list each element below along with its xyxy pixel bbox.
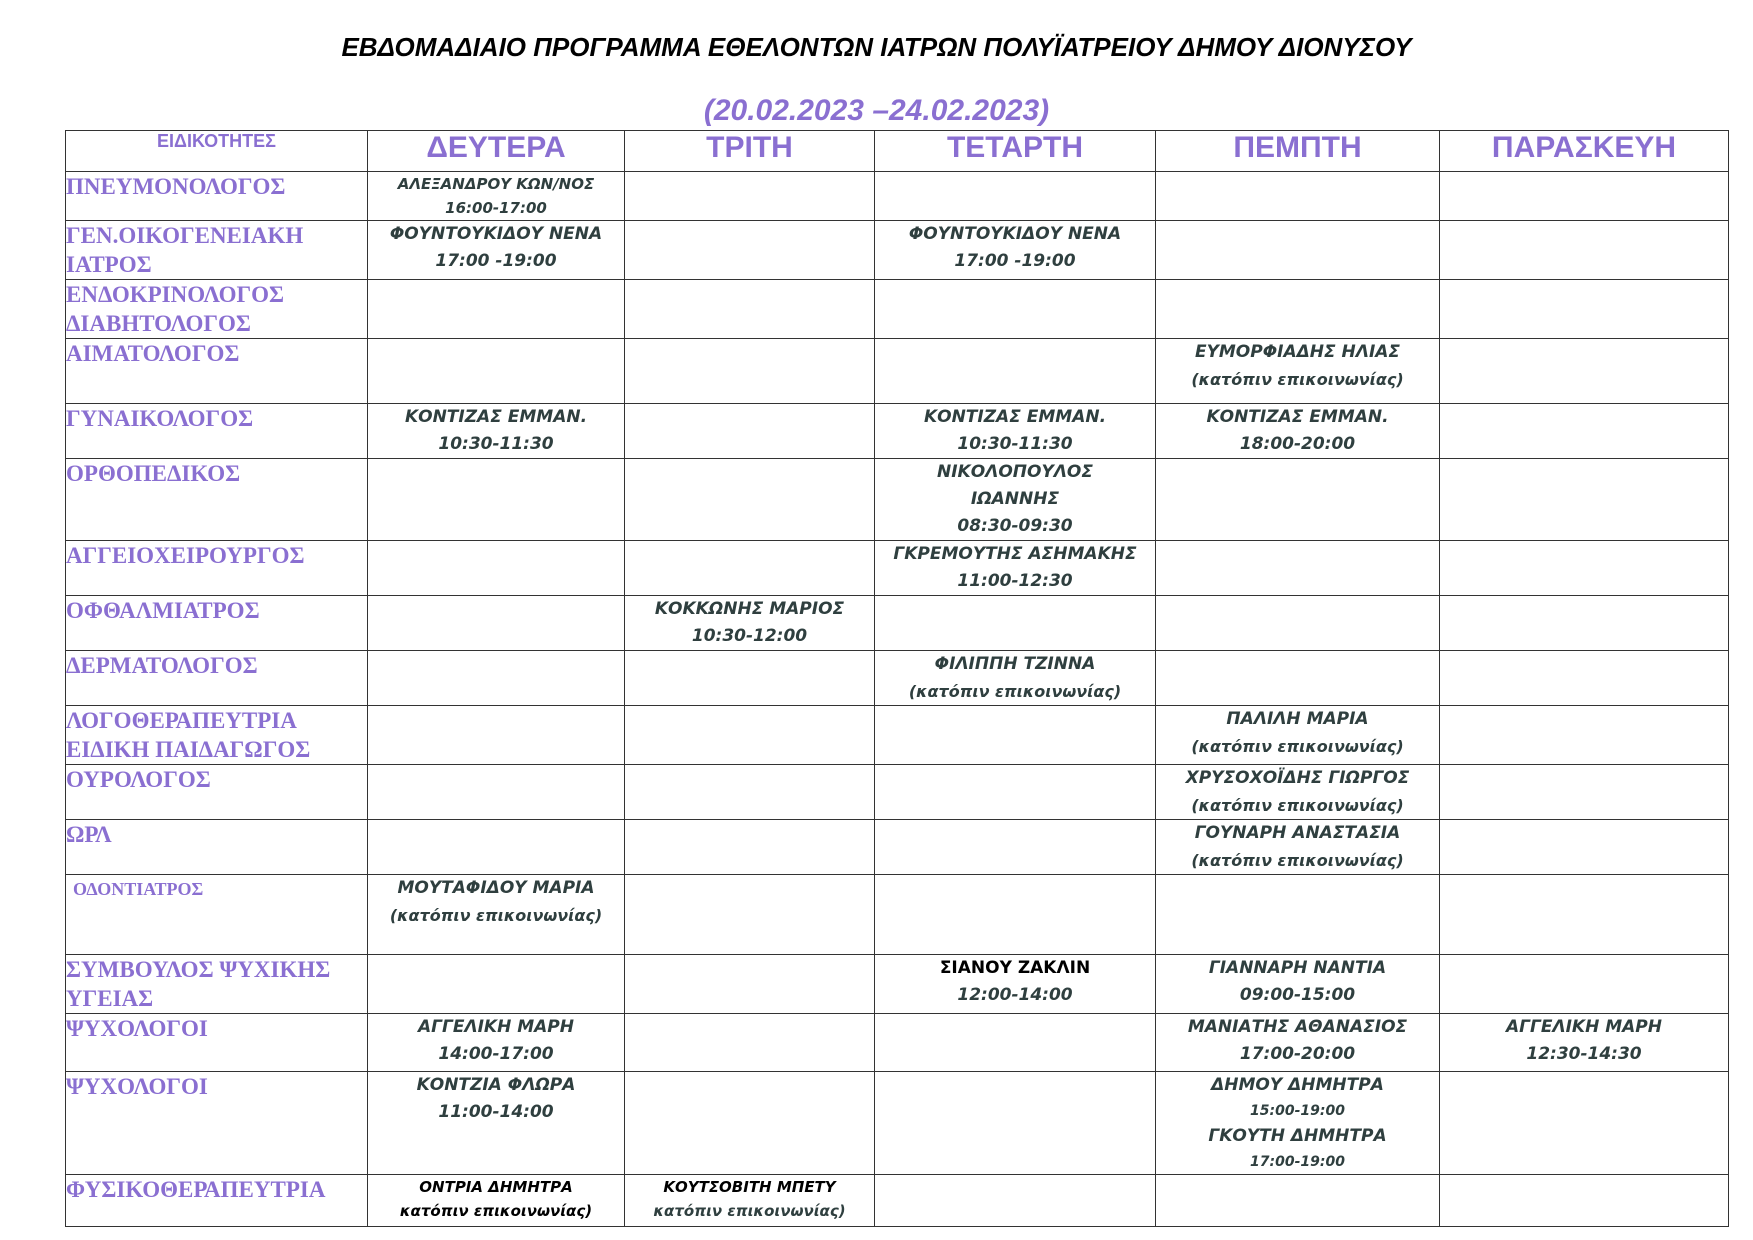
doctor-name: ΟΝΤΡΙΑ ΔΗΜΗΤΡΑ bbox=[419, 1178, 573, 1196]
schedule-cell bbox=[368, 221, 625, 280]
schedule-cell bbox=[1156, 765, 1440, 820]
table-row bbox=[66, 221, 1729, 280]
doctor-hours: 12:30-14:30 bbox=[1526, 1044, 1642, 1064]
doctor-hours: 11:00-14:00 bbox=[438, 1102, 554, 1122]
schedule-cell bbox=[1156, 820, 1440, 875]
doctor-hours: 14:00-17:00 bbox=[438, 1044, 554, 1064]
table-row bbox=[66, 172, 1729, 221]
header-tuesday: ΤΡΙΤΗ bbox=[625, 131, 875, 172]
table-row bbox=[66, 1072, 1729, 1175]
schedule-cell bbox=[875, 596, 1156, 651]
doctor-hours: 17:00 -19:00 bbox=[954, 251, 1076, 271]
doctor-name: ΚΟΝΤΙΖΑΣ ΕΜΜΑΝ. bbox=[1206, 407, 1389, 427]
specialty-cell: ΓΥΝΑΙΚΟΛΟΓΟΣ bbox=[66, 404, 368, 459]
specialty-cell: ΨΥΧΟΛΟΓΟΙ bbox=[66, 1014, 368, 1072]
specialty-cell bbox=[66, 706, 368, 765]
schedule-cell bbox=[1156, 221, 1440, 280]
schedule-cell bbox=[875, 1175, 1156, 1227]
schedule-cell bbox=[625, 596, 875, 651]
specialty-line: ΛΟΓΟΘΕΡΑΠΕΥΤΡΙΑ bbox=[66, 708, 297, 733]
specialty-cell: ΦΥΣΙΚΟΘΕΡΑΠΕΥΤΡΙΑ bbox=[66, 1175, 368, 1227]
doctor-name: ΜΟΥΤΑΦΙΔΟΥ ΜΑΡΙΑ bbox=[397, 878, 595, 898]
schedule-cell bbox=[875, 765, 1156, 820]
table-row bbox=[66, 404, 1729, 459]
doctor-name: ΣΙΑΝΟΥ ΖΑΚΛΙΝ bbox=[939, 958, 1091, 978]
schedule-cell bbox=[875, 1072, 1156, 1175]
schedule-cell bbox=[875, 651, 1156, 706]
specialty-cell bbox=[66, 280, 368, 339]
schedule-cell bbox=[875, 1014, 1156, 1072]
table-row bbox=[66, 820, 1729, 875]
schedule-cell bbox=[625, 1014, 875, 1072]
doctor-name: ΚΟΥΤΣΟΒΙΤΗ ΜΠΕΤΥ bbox=[663, 1178, 836, 1196]
specialty-line: ΔΙΑΒΗΤΟΛΟΓΟΣ bbox=[66, 311, 251, 336]
table-row bbox=[66, 765, 1729, 820]
schedule-cell bbox=[875, 955, 1156, 1014]
schedule-cell bbox=[875, 820, 1156, 875]
schedule-cell bbox=[368, 172, 625, 221]
doctor-name: ΓΚΟΥΤΗ ΔΗΜΗΤΡΑ bbox=[1208, 1126, 1387, 1146]
schedule-cell bbox=[1440, 1014, 1729, 1072]
schedule-cell bbox=[1156, 541, 1440, 596]
doctor-hours: 08:30-09:30 bbox=[957, 516, 1073, 536]
schedule-cell bbox=[1440, 765, 1729, 820]
doctor-hours: 09:00-15:00 bbox=[1239, 985, 1356, 1005]
schedule-cell bbox=[875, 221, 1156, 280]
specialty-cell bbox=[66, 955, 368, 1014]
schedule-cell bbox=[625, 765, 875, 820]
schedule-cell bbox=[1440, 1072, 1729, 1175]
specialty-cell: ΟΡΘΟΠΕΔΙΚΟΣ bbox=[66, 459, 368, 541]
schedule-cell bbox=[1156, 404, 1440, 459]
schedule-cell bbox=[1156, 1014, 1440, 1072]
schedule-cell bbox=[625, 1072, 875, 1175]
table-row bbox=[66, 651, 1729, 706]
schedule-cell bbox=[625, 221, 875, 280]
specialty-line: ΕΙΔΙΚΗ ΠΑΙΔΑΓΩΓΟΣ bbox=[66, 737, 311, 762]
schedule-cell bbox=[875, 541, 1156, 596]
schedule-cell bbox=[1440, 339, 1729, 404]
schedule-cell bbox=[1440, 596, 1729, 651]
schedule-cell bbox=[1156, 280, 1440, 339]
doctor-name: ΑΓΓΕΛΙΚΗ ΜΑΡΗ bbox=[1506, 1017, 1662, 1037]
schedule-cell bbox=[625, 280, 875, 339]
schedule-cell bbox=[1440, 280, 1729, 339]
doctor-hours: (κατόπιν επικοινωνίας) bbox=[908, 682, 1122, 701]
doctor-name: ΦΟΥΝΤΟΥΚΙΔΟΥ ΝΕΝΑ bbox=[908, 224, 1122, 244]
schedule-cell bbox=[1440, 172, 1729, 221]
schedule-cell bbox=[1440, 221, 1729, 280]
schedule-cell bbox=[368, 955, 625, 1014]
schedule-cell bbox=[625, 955, 875, 1014]
header-specialties: ΕΙΔΙΚΟΤΗΤΕΣ bbox=[66, 131, 368, 172]
schedule-cell bbox=[368, 404, 625, 459]
schedule-cell bbox=[1156, 459, 1440, 541]
doctor-name: ΚΟΝΤΙΖΑΣ ΕΜΜΑΝ. bbox=[923, 407, 1107, 427]
doctor-name: ΑΛΕΞΑΝΔΡΟΥ ΚΩΝ/ΝΟΣ bbox=[397, 175, 595, 193]
specialty-line: ΕΝΔΟΚΡΙΝΟΛΟΓΟΣ bbox=[66, 282, 285, 307]
specialty-line: ΙΑΤΡΟΣ bbox=[66, 252, 152, 277]
schedule-cell bbox=[625, 820, 875, 875]
schedule-cell bbox=[625, 651, 875, 706]
table-row bbox=[66, 339, 1729, 404]
doctor-name: ΚΟΚΚΩΝΗΣ ΜΑΡΙΟΣ bbox=[654, 599, 845, 619]
table-row bbox=[66, 459, 1729, 541]
table-row bbox=[66, 706, 1729, 765]
doctor-name: ΓΙΑΝΝΑΡΗ ΝΑΝΤΙΑ bbox=[1208, 958, 1387, 978]
schedule-cell bbox=[368, 541, 625, 596]
schedule-cell bbox=[875, 404, 1156, 459]
doctor-hours: (κατόπιν επικοινωνίας) bbox=[389, 906, 603, 925]
schedule-cell bbox=[1156, 1175, 1440, 1227]
doctor-name: ΦΙΛΙΠΠΗ ΤΖΙΝΝΑ bbox=[934, 654, 1096, 674]
schedule-cell bbox=[1440, 706, 1729, 765]
doctor-hours: 11:00-12:30 bbox=[957, 571, 1073, 591]
schedule-cell bbox=[368, 1175, 625, 1227]
schedule-cell bbox=[1440, 820, 1729, 875]
schedule-cell bbox=[625, 875, 875, 955]
schedule-cell bbox=[368, 1014, 625, 1072]
header-friday: ΠΑΡΑΣΚΕΥΗ bbox=[1440, 131, 1729, 172]
doctor-hours: 10:30-12:00 bbox=[691, 626, 808, 646]
schedule-cell bbox=[625, 404, 875, 459]
doctor-name: ΙΩΑΝΝΗΣ bbox=[970, 489, 1060, 509]
specialty-cell: ΠΝΕΥΜΟΝΟΛΟΓΟΣ bbox=[66, 172, 368, 221]
schedule-cell bbox=[625, 172, 875, 221]
doctor-name: ΧΡΥΣΟΧΟΪΔΗΣ ΓΙΩΡΓΟΣ bbox=[1185, 768, 1410, 788]
date-range: (20.02.2023 –24.02.2023) bbox=[703, 94, 1050, 127]
doctor-name: ΦΟΥΝΤΟΥΚΙΔΟΥ ΝΕΝΑ bbox=[389, 224, 603, 244]
schedule-cell bbox=[368, 280, 625, 339]
doctor-name: ΔΗΜΟΥ ΔΗΜΗΤΡΑ bbox=[1211, 1075, 1384, 1095]
schedule-cell bbox=[625, 1175, 875, 1227]
doctor-hours: (κατόπιν επικοινωνίας) bbox=[1191, 796, 1404, 815]
page-title: ΕΒΔΟΜΑΔΙΑΙΟ ΠΡΟΓΡΑΜΜΑ ΕΘΕΛΟΝΤΩΝ ΙΑΤΡΩΝ ΠΟΛΥΪΑΤΡΕΙΟΥ ΔΗΜΟΥ ΔΙΟΝΥΣΟΥ bbox=[341, 32, 1412, 62]
table-row bbox=[66, 541, 1729, 596]
table-row bbox=[66, 955, 1729, 1014]
schedule-cell bbox=[875, 172, 1156, 221]
doctor-name: ΜΑΝΙΑΤΗΣ ΑΘΑΝΑΣΙΟΣ bbox=[1187, 1017, 1408, 1037]
schedule-cell bbox=[1440, 459, 1729, 541]
doctor-name: ΚΟΝΤΖΙΑ ΦΛΩΡΑ bbox=[416, 1075, 576, 1095]
schedule-cell bbox=[875, 280, 1156, 339]
schedule-cell bbox=[368, 820, 625, 875]
doctor-hours: 17:00-20:00 bbox=[1239, 1044, 1356, 1064]
doctor-hours: 17:00 -19:00 bbox=[435, 251, 557, 271]
doctor-hours: κατόπιν επικοινωνίας) bbox=[653, 1202, 846, 1220]
doctor-hours: 17:00-19:00 bbox=[1250, 1154, 1345, 1170]
table-row bbox=[66, 1014, 1729, 1072]
schedule-cell bbox=[1440, 404, 1729, 459]
specialty-line: ΓΕΝ.ΟΙΚΟΓΕΝΕΙΑΚΗ bbox=[66, 223, 304, 248]
doctor-name: ΚΟΝΤΙΖΑΣ ΕΜΜΑΝ. bbox=[404, 407, 588, 427]
schedule-cell bbox=[625, 541, 875, 596]
schedule-cell bbox=[1440, 875, 1729, 955]
schedule-cell bbox=[368, 339, 625, 404]
doctor-hours: κατόπιν επικοινωνίας) bbox=[399, 1202, 593, 1220]
schedule-cell bbox=[1440, 651, 1729, 706]
specialty-cell bbox=[66, 221, 368, 280]
schedule-cell bbox=[1156, 1072, 1440, 1175]
schedule-cell bbox=[1156, 955, 1440, 1014]
schedule-cell bbox=[625, 706, 875, 765]
schedule-cell bbox=[368, 651, 625, 706]
schedule-cell bbox=[1156, 172, 1440, 221]
doctor-hours: 15:00-19:00 bbox=[1250, 1103, 1345, 1119]
specialty-line: ΣΥΜΒΟΥΛΟΣ ΨΥΧΙΚΗΣ bbox=[66, 957, 331, 982]
table-row bbox=[66, 875, 1729, 955]
schedule-cell bbox=[368, 706, 625, 765]
schedule-cell bbox=[368, 875, 625, 955]
schedule-cell bbox=[875, 875, 1156, 955]
schedule-table bbox=[65, 130, 1729, 1227]
schedule-cell bbox=[1156, 875, 1440, 955]
specialty-cell: ΑΙΜΑΤΟΛΟΓΟΣ bbox=[66, 339, 368, 404]
header-thursday: ΠΕΜΠΤΗ bbox=[1156, 131, 1440, 172]
schedule-cell bbox=[1440, 541, 1729, 596]
schedule-cell bbox=[875, 459, 1156, 541]
doctor-hours: 18:00-20:00 bbox=[1239, 434, 1356, 454]
schedule-cell bbox=[875, 339, 1156, 404]
schedule-cell bbox=[1156, 706, 1440, 765]
doctor-name: ΓΟΥΝΑΡΗ ΑΝΑΣΤΑΣΙΑ bbox=[1194, 823, 1401, 843]
header-row bbox=[66, 131, 1729, 172]
doctor-hours: 10:30-11:30 bbox=[957, 434, 1073, 454]
table-row bbox=[66, 280, 1729, 339]
doctor-hours: 10:30-11:30 bbox=[438, 434, 554, 454]
specialty-cell: ΨΥΧΟΛΟΓΟΙ bbox=[66, 1072, 368, 1175]
doctor-hours: 16:00-17:00 bbox=[445, 199, 547, 217]
schedule-cell bbox=[1440, 955, 1729, 1014]
doctor-name: ΑΓΓΕΛΙΚΗ ΜΑΡΗ bbox=[418, 1017, 574, 1037]
doctor-name: ΝΙΚΟΛΟΠΟΥΛΟΣ bbox=[937, 462, 1093, 482]
schedule-cell bbox=[1440, 1175, 1729, 1227]
schedule-cell bbox=[1156, 339, 1440, 404]
doctor-hours: (κατόπιν επικοινωνίας) bbox=[1191, 737, 1404, 756]
doctor-name: ΓΚΡΕΜΟΥΤΗΣ ΑΣΗΜΑΚΗΣ bbox=[893, 544, 1137, 564]
schedule-cell bbox=[625, 339, 875, 404]
schedule-cell bbox=[368, 1072, 625, 1175]
schedule-cell bbox=[625, 459, 875, 541]
specialty-line: ΥΓΕΙΑΣ bbox=[66, 986, 154, 1011]
schedule-cell bbox=[1156, 596, 1440, 651]
schedule-cell bbox=[368, 459, 625, 541]
specialty-cell: ΟΥΡΟΛΟΓΟΣ bbox=[66, 765, 368, 820]
specialty-cell: ΑΓΓΕΙΟΧΕΙΡΟΥΡΓΟΣ bbox=[66, 541, 368, 596]
header-monday: ΔΕΥΤΕΡΑ bbox=[368, 131, 625, 172]
specialty-cell: ΟΦΘΑΛΜΙΑΤΡΟΣ bbox=[66, 596, 368, 651]
doctor-hours: (κατόπιν επικοινωνίας) bbox=[1191, 851, 1404, 870]
doctor-name: ΕΥΜΟΡΦΙΑΔΗΣ ΗΛΙΑΣ bbox=[1194, 342, 1401, 362]
table-row bbox=[66, 1175, 1729, 1227]
table-row bbox=[66, 596, 1729, 651]
doctor-hours: (κατόπιν επικοινωνίας) bbox=[1191, 370, 1404, 389]
schedule-cell bbox=[1156, 651, 1440, 706]
schedule-cell bbox=[368, 765, 625, 820]
specialty-cell: ΟΔΟΝΤΙΑΤΡΟΣ bbox=[66, 875, 368, 955]
specialty-cell: ΔΕΡΜΑΤΟΛΟΓΟΣ bbox=[66, 651, 368, 706]
schedule-cell bbox=[875, 706, 1156, 765]
doctor-name: ΠΑΛΙΛΗ ΜΑΡΙΑ bbox=[1226, 709, 1369, 729]
doctor-hours: 12:00-14:00 bbox=[957, 985, 1073, 1005]
specialty-cell: ΩΡΛ bbox=[66, 820, 368, 875]
schedule-cell bbox=[368, 596, 625, 651]
header-wednesday: ΤΕΤΑΡΤΗ bbox=[875, 131, 1156, 172]
